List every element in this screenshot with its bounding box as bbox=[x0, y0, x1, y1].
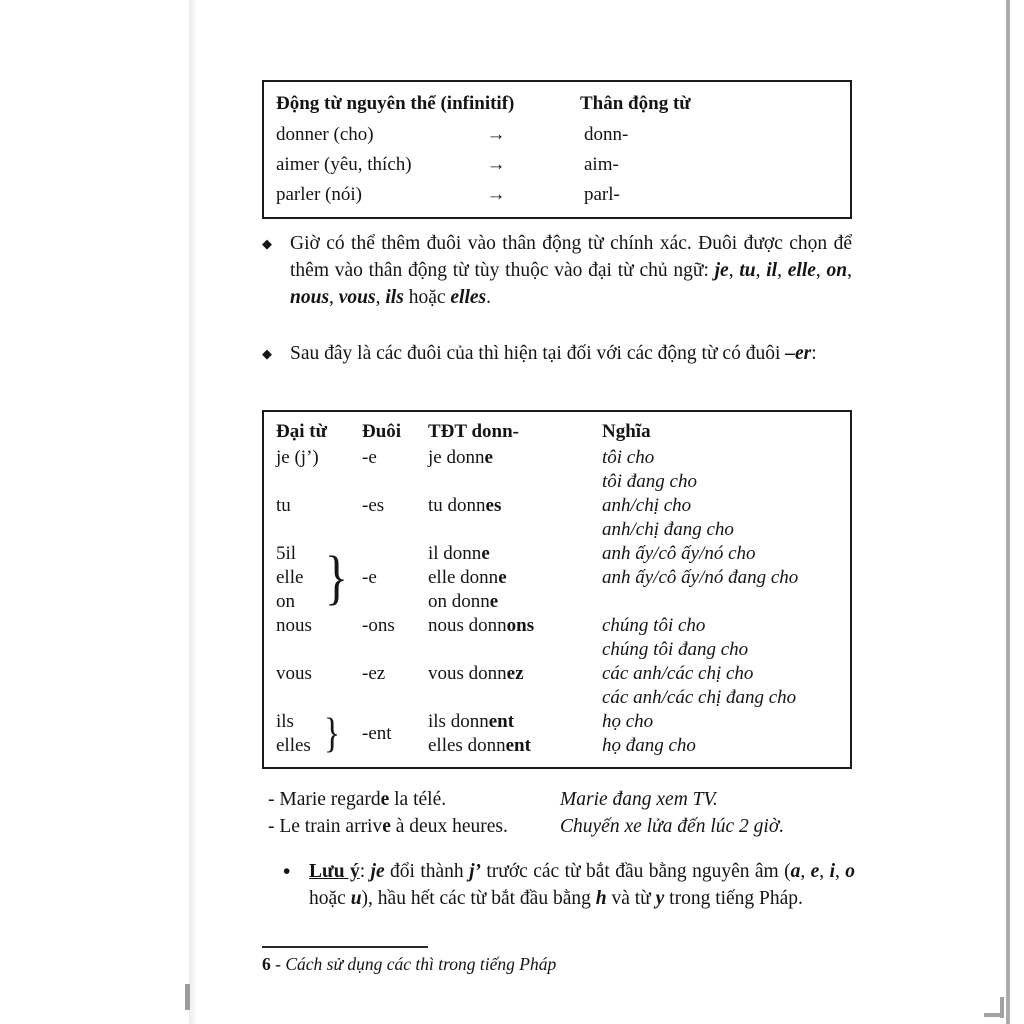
pronoun-cell bbox=[276, 542, 362, 614]
example-row bbox=[268, 813, 852, 840]
verb-form: je donne bbox=[428, 447, 493, 468]
meaning-cell bbox=[602, 542, 842, 614]
pronoun-cell bbox=[276, 710, 362, 758]
arrow-icon: → bbox=[486, 184, 506, 205]
meaning-column-header: Nghĩa bbox=[602, 421, 651, 442]
meaning: các anh/các chị cho bbox=[602, 663, 754, 684]
vietnamese-translation: Chuyến xe lửa đến lúc 2 giờ. bbox=[560, 816, 785, 837]
page-edge-shadow-right bbox=[1006, 0, 1010, 1024]
pronoun: ils bbox=[276, 711, 294, 732]
infinitive-cell: parler (nói) bbox=[276, 184, 362, 205]
ending: -e bbox=[362, 567, 377, 588]
conjugation-table bbox=[262, 410, 852, 769]
verb-form-cell bbox=[428, 614, 602, 662]
meaning-cell bbox=[602, 446, 842, 494]
verb-form-cell bbox=[428, 494, 602, 542]
pronoun: elle bbox=[276, 567, 304, 588]
meaning: chúng tôi đang cho bbox=[602, 639, 749, 660]
footer-rule bbox=[262, 946, 428, 948]
meaning: anh/chị cho bbox=[602, 495, 692, 516]
note-text: Lưu ý: je đổi thành j’ trước các từ bắt đầu bằng nguyên âm (a, e, i, o hoặc u), hầu hết các từ bắt đầu bằng h và từ y trong tiếng Pháp. bbox=[309, 861, 856, 909]
paragraph-text: Giờ có thể thêm đuôi vào thân động từ chính xác. Đuôi được chọn để thêm vào thân động từ tùy thuộc vào đại từ chủ ngữ: je, tu, il, elle, on, nous, vous, ils hoặc elles. bbox=[290, 233, 853, 308]
scan-artifact-bottom-left bbox=[185, 984, 190, 1010]
pronoun-cell bbox=[276, 446, 362, 494]
meaning: anh ấy/cô ấy/nó cho bbox=[602, 543, 756, 564]
table-row bbox=[276, 180, 840, 210]
meaning: các anh/các chị đang cho bbox=[602, 687, 797, 708]
ending-column-header: Đuôi bbox=[362, 421, 402, 442]
pronoun: 5il bbox=[276, 543, 297, 564]
ending: -e bbox=[362, 447, 377, 468]
meaning: họ đang cho bbox=[602, 735, 696, 756]
ending: -ent bbox=[362, 723, 392, 744]
verb-form: elles donnent bbox=[428, 735, 531, 756]
ending: -es bbox=[362, 495, 385, 516]
vietnamese-translation: Marie đang xem TV. bbox=[560, 789, 718, 810]
pronoun-cell bbox=[276, 494, 362, 542]
infinitive-table-header-row bbox=[276, 87, 840, 120]
pronoun-column-header: Đại từ bbox=[276, 421, 327, 442]
pronoun: elles bbox=[276, 735, 311, 756]
verb-form-cell bbox=[428, 542, 602, 614]
conjugation-table-header-row bbox=[276, 419, 842, 445]
stem-column-header: Thân động từ bbox=[580, 93, 691, 114]
pronoun: nous bbox=[276, 615, 312, 636]
verb-form: vous donnez bbox=[428, 663, 524, 684]
dot-bullet-icon: • bbox=[283, 859, 291, 883]
scan-artifact-bottom-right-h bbox=[984, 1013, 1004, 1017]
infinitive-cell: aimer (yêu, thích) bbox=[276, 154, 412, 175]
meaning-cell bbox=[602, 614, 842, 662]
conjugation-row-ils-elles bbox=[276, 710, 842, 758]
verb-form-cell bbox=[428, 662, 602, 710]
ending-cell bbox=[362, 662, 428, 710]
page-edge-shadow-left bbox=[189, 0, 198, 1024]
bullet-paragraph-endings bbox=[262, 340, 852, 367]
ending-cell bbox=[362, 494, 428, 542]
meaning: họ cho bbox=[602, 711, 654, 732]
bullet-paragraph-stems bbox=[262, 230, 852, 311]
note-paragraph bbox=[283, 858, 855, 912]
stem-column-header: TĐT donn- bbox=[428, 421, 520, 442]
arrow-icon: → bbox=[486, 154, 506, 175]
conjugation-row-tu bbox=[276, 494, 842, 542]
verb-form: nous donnons bbox=[428, 615, 535, 636]
french-sentence: - Marie regarde la télé. bbox=[268, 789, 447, 810]
verb-form: il donne bbox=[428, 543, 490, 564]
pronoun-cell bbox=[276, 662, 362, 710]
pronoun-cell bbox=[276, 614, 362, 662]
stem-cell: parl- bbox=[584, 184, 620, 205]
example-row bbox=[268, 786, 852, 813]
conjugation-row-vous bbox=[276, 662, 842, 710]
infinitive-table bbox=[262, 80, 852, 219]
ending-cell bbox=[362, 614, 428, 662]
verb-form-cell bbox=[428, 446, 602, 494]
pronoun: tu bbox=[276, 495, 291, 516]
meaning: tôi cho bbox=[602, 447, 655, 468]
verb-form: tu donnes bbox=[428, 495, 502, 516]
diamond-bullet-icon: ◆ bbox=[262, 236, 272, 251]
french-sentence: - Le train arrive à deux heures. bbox=[268, 816, 508, 837]
grouping-brace-icon: } bbox=[324, 544, 348, 611]
infinitive-column-header: Động từ nguyên thể (infinitif) bbox=[276, 93, 515, 114]
verb-form: on donne bbox=[428, 591, 499, 612]
meaning-cell bbox=[602, 494, 842, 542]
ending-cell bbox=[362, 542, 428, 614]
ending: -ez bbox=[362, 663, 386, 684]
stem-cell: donn- bbox=[584, 124, 629, 145]
meaning: anh ấy/cô ấy/nó đang cho bbox=[602, 567, 799, 588]
pronoun: vous bbox=[276, 663, 312, 684]
pronoun: on bbox=[276, 591, 295, 612]
footer-text: 6 - Cách sử dụng các thì trong tiếng Pháp bbox=[262, 954, 557, 974]
paragraph-text: Sau đây là các đuôi của thì hiện tại đối với các động từ có đuôi –er: bbox=[290, 343, 817, 364]
meaning-cell bbox=[602, 662, 842, 710]
verb-form: elle donne bbox=[428, 567, 507, 588]
ending: -ons bbox=[362, 615, 395, 636]
meaning: anh/chị đang cho bbox=[602, 519, 734, 540]
conjugation-row-nous bbox=[276, 614, 842, 662]
verb-form: ils donnent bbox=[428, 711, 515, 732]
ending-cell bbox=[362, 446, 428, 494]
table-row bbox=[276, 120, 840, 150]
page-footer bbox=[262, 952, 556, 976]
ending-cell bbox=[362, 710, 428, 758]
meaning: tôi đang cho bbox=[602, 471, 697, 492]
stem-cell: aim- bbox=[584, 154, 619, 175]
arrow-icon: → bbox=[486, 124, 506, 145]
grouping-brace-icon: } bbox=[324, 711, 341, 757]
conjugation-row-il-elle-on bbox=[276, 542, 842, 614]
meaning-cell bbox=[602, 710, 842, 758]
verb-form-cell bbox=[428, 710, 602, 758]
conjugation-row-je bbox=[276, 446, 842, 494]
meaning: chúng tôi cho bbox=[602, 615, 706, 636]
pronoun: je (j’) bbox=[276, 447, 319, 468]
infinitive-cell: donner (cho) bbox=[276, 124, 374, 145]
example-sentences bbox=[268, 786, 852, 840]
diamond-bullet-icon: ◆ bbox=[262, 346, 272, 361]
table-row bbox=[276, 150, 840, 180]
